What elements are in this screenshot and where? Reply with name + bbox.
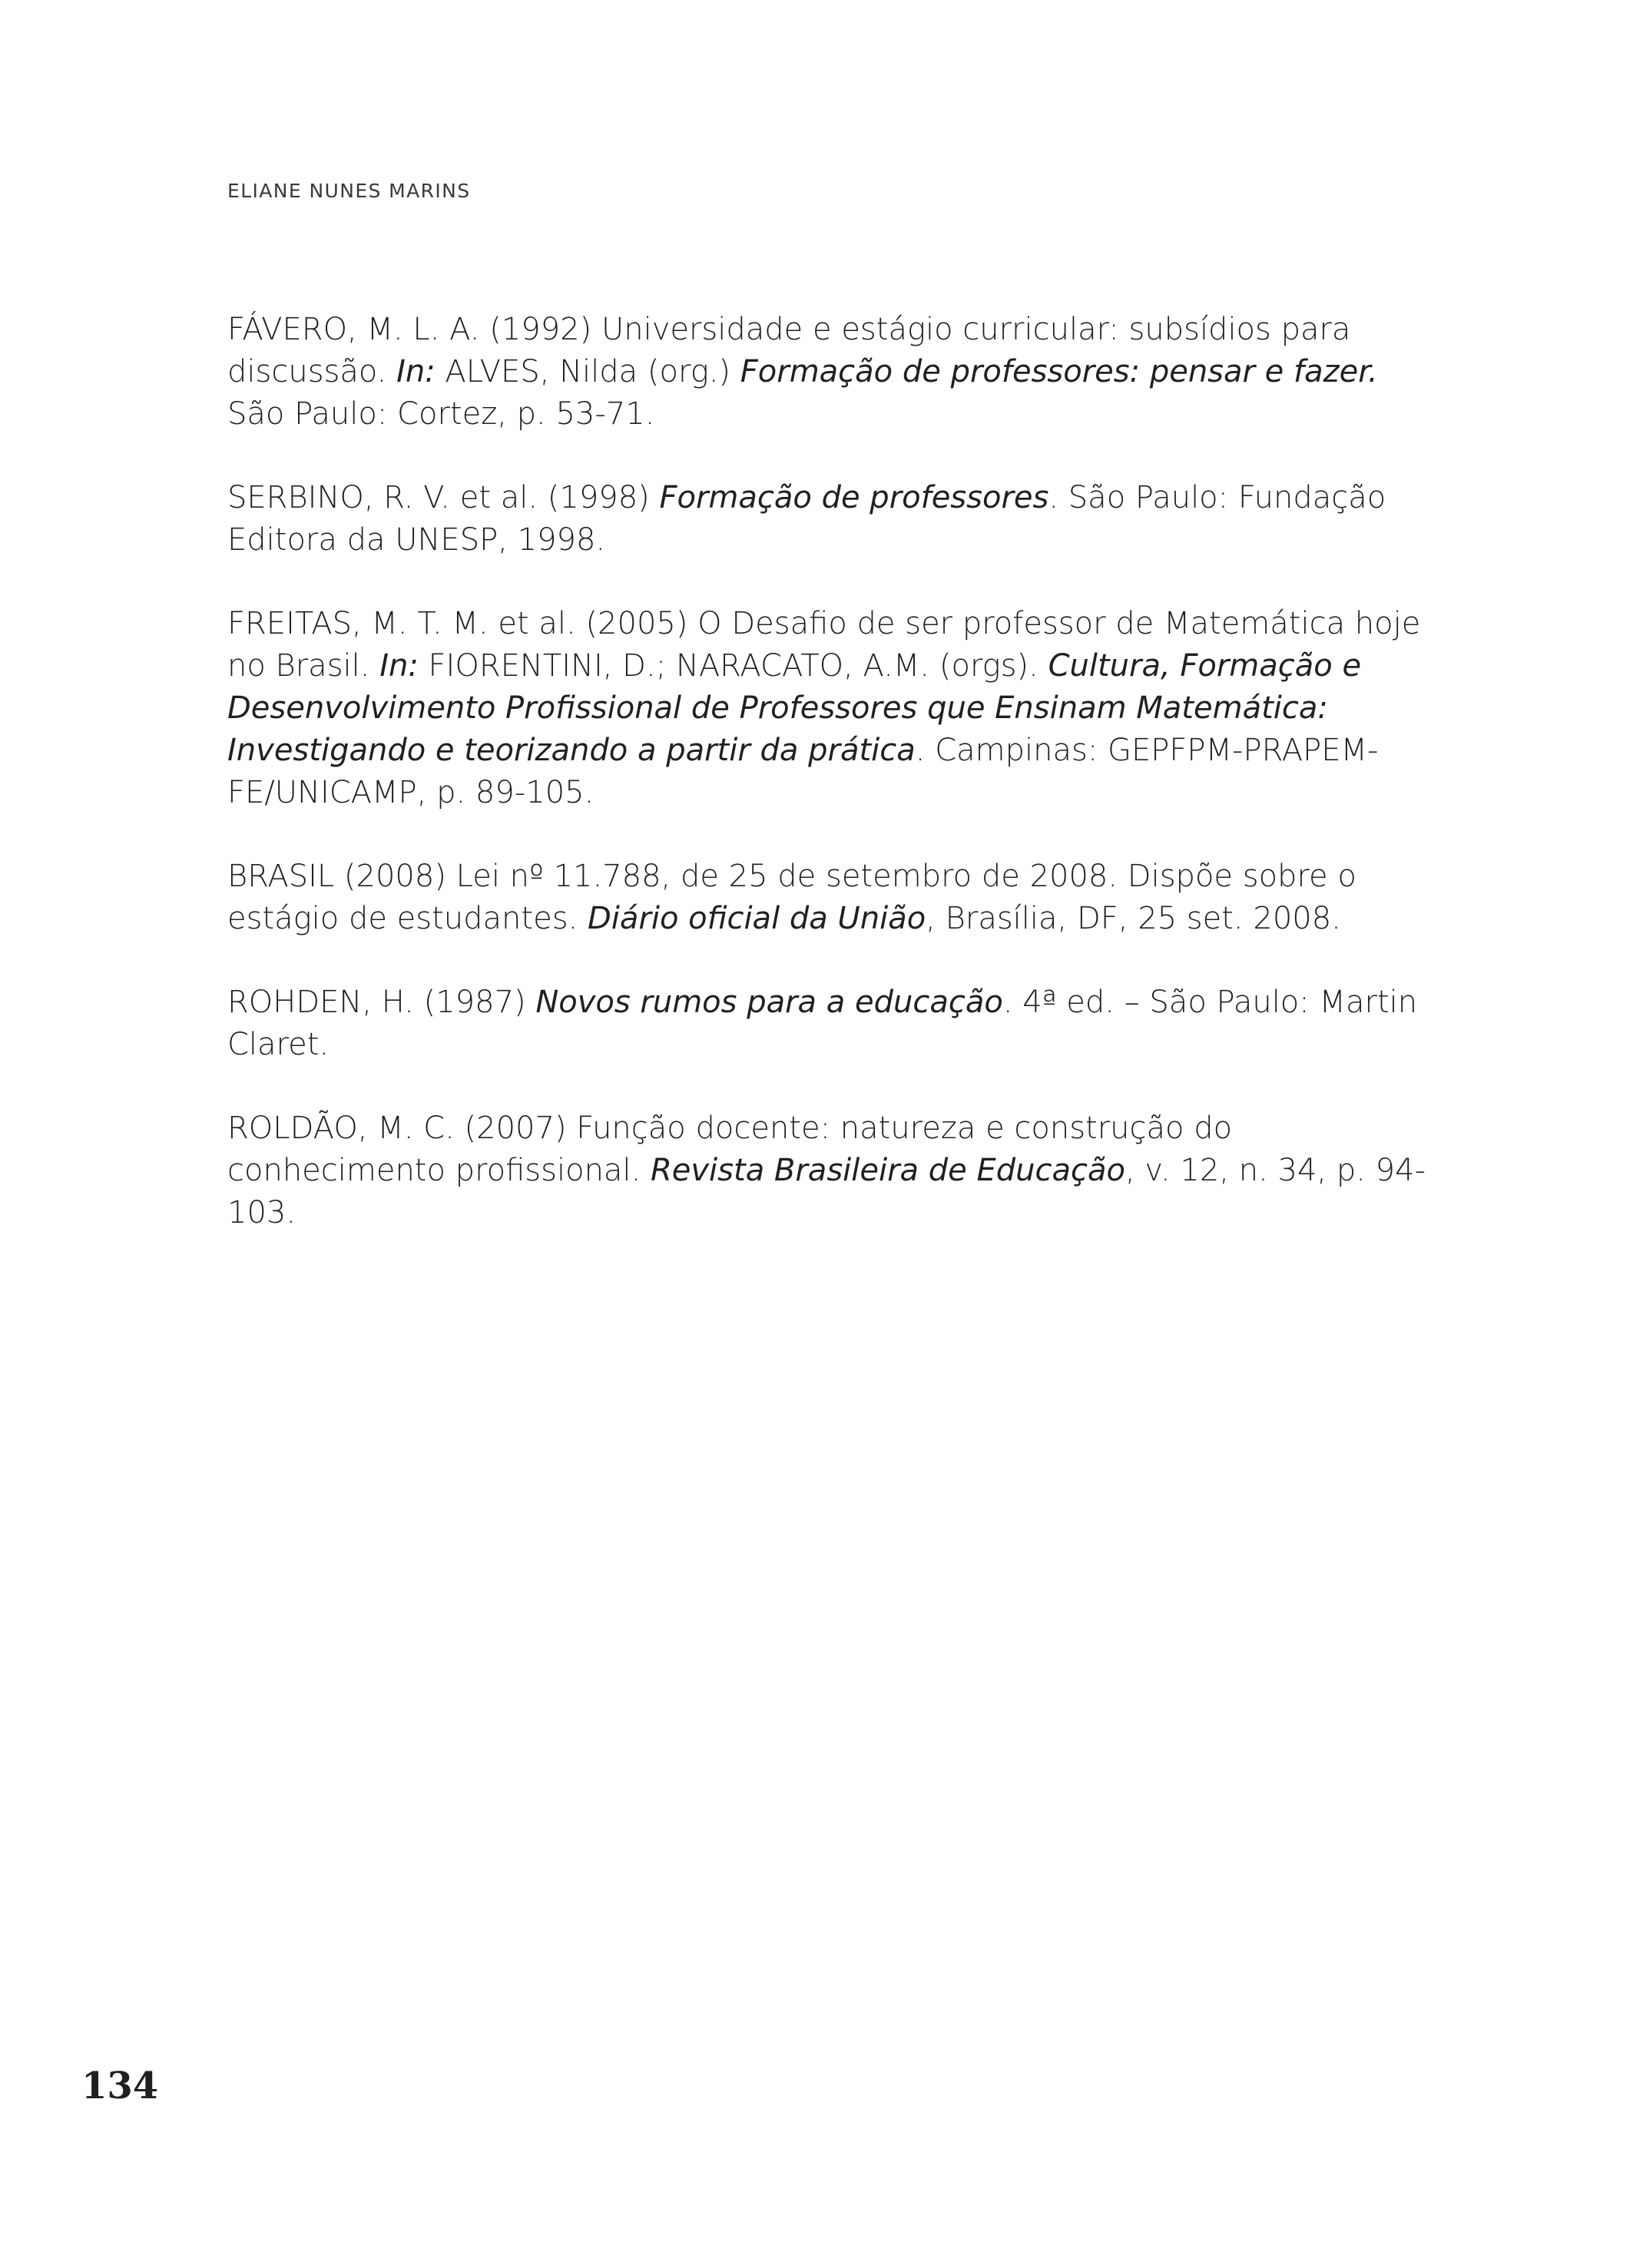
- reference-text: ROLDÃO, M. C. (2007) Função docente: natureza e construção do conhecimento profissional.: [227, 1111, 1233, 1188]
- reference-entry: [227, 1108, 1426, 1234]
- reference-text: BRASIL (2008) Lei nº 11.788, de 25 de setembro de 2008. Dispõe sobre o estágio de estudantes.: [227, 859, 1356, 936]
- reference-text: ALVES, Nilda (org.): [435, 354, 740, 389]
- reference-text: , v. 12, n. 34, p. 94-103.: [227, 1153, 1426, 1230]
- reference-text: . 4ª ed. – São Paulo: Martin Claret.: [227, 985, 1418, 1062]
- reference-entry: [227, 477, 1426, 561]
- reference-text: FIORENTINI, D.; NARACATO, A.M. (orgs).: [418, 648, 1048, 684]
- reference-entry: [227, 856, 1426, 940]
- reference-italic-text: In:: [379, 648, 419, 684]
- reference-text: FREITAS, M. T. M. et al. (2005) O Desafio de ser professor de Matemática hoje no Brasil.: [227, 606, 1421, 684]
- reference-entry: [227, 982, 1426, 1066]
- reference-list: [227, 309, 1426, 1276]
- reference-entry: [227, 603, 1426, 814]
- reference-italic-text: Diário oficial da União: [587, 901, 926, 936]
- reference-text: . Campinas: GEPFPM-PRAPEM-FE/UNICAMP, p. 89-105.: [227, 733, 1379, 810]
- reference-text: São Paulo: Cortez, p. 53-71.: [227, 396, 655, 432]
- page-number: 134: [81, 2064, 159, 2107]
- reference-italic-text: Revista Brasileira de Educação: [650, 1153, 1125, 1188]
- reference-italic-text: Novos rumos para a educação: [535, 985, 1003, 1020]
- reference-entry: [227, 309, 1426, 435]
- reference-text: , Brasília, DF, 25 set. 2008.: [926, 901, 1341, 936]
- reference-italic-text: Formação de professores: [659, 480, 1049, 515]
- reference-text: ROHDEN, H. (1987): [227, 985, 536, 1020]
- reference-text: FÁVERO, M. L. A. (1992) Universidade e estágio curricular: subsídios para discussão.: [227, 312, 1351, 389]
- reference-italic-text: Cultura, Formação e Desenvolvimento Profissional de Professores que Ensinam Matemática: Investigando e teorizando a partir da prática: [227, 648, 1362, 768]
- running-header-author: ELIANE NUNES MARINS: [227, 180, 471, 202]
- reference-text: . São Paulo: Fundação Editora da UNESP, 1998.: [227, 480, 1386, 558]
- reference-italic-text: In:: [396, 354, 436, 389]
- reference-text: SERBINO, R. V. et al. (1998): [227, 480, 660, 515]
- reference-italic-text: Formação de professores: pensar e fazer.: [740, 354, 1378, 389]
